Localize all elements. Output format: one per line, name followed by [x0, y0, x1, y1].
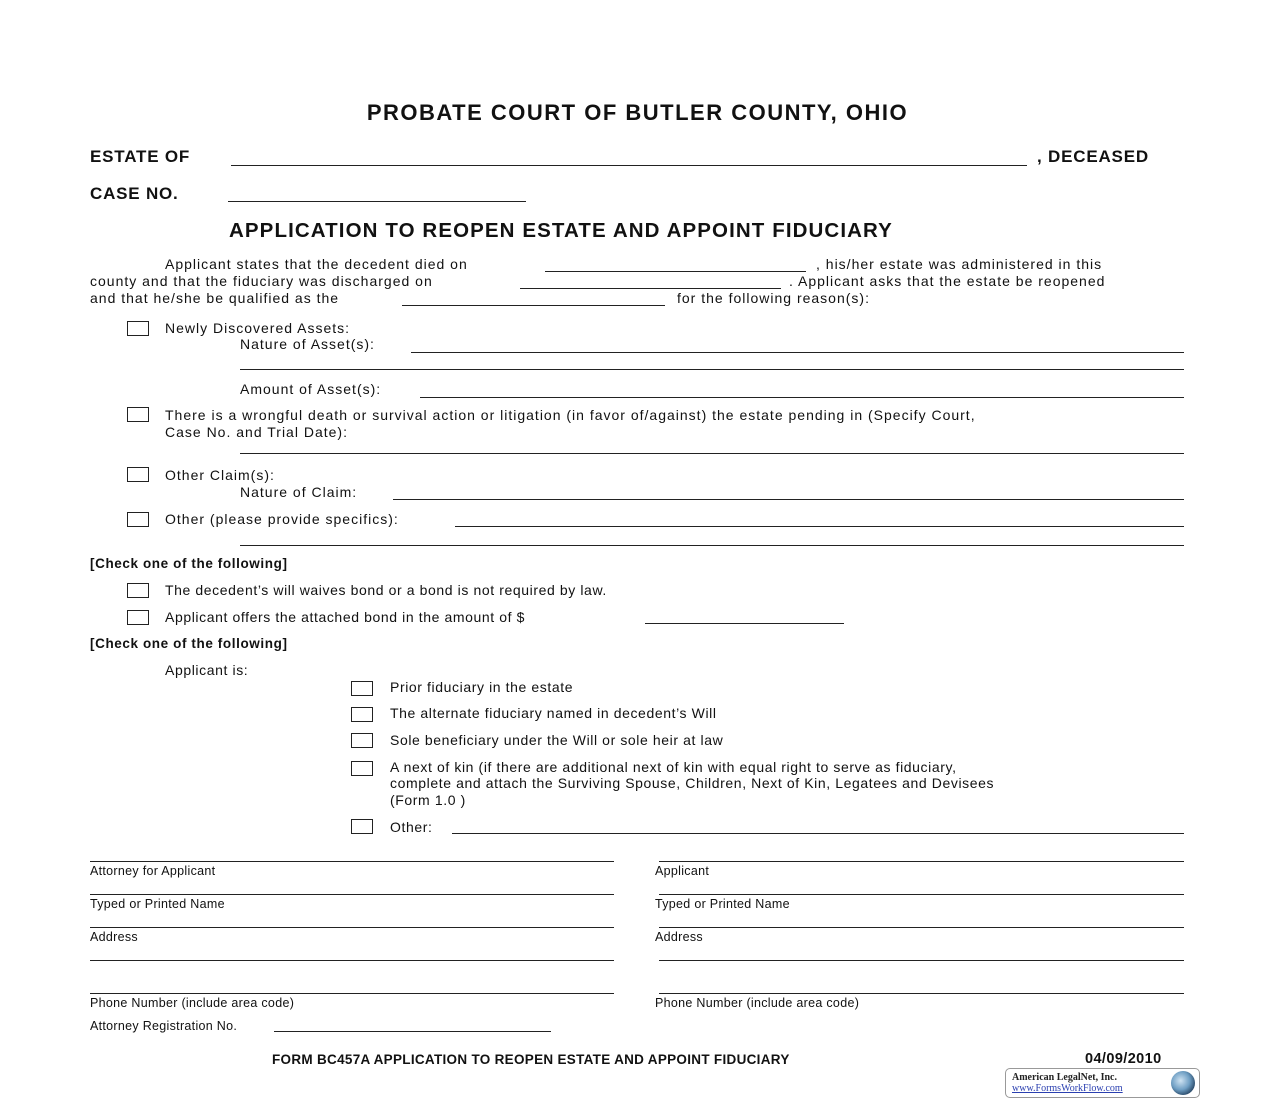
- applicant-address-field-2[interactable]: [659, 960, 1184, 961]
- amount-of-assets-field[interactable]: [420, 397, 1184, 398]
- attorney-registration-label: Attorney Registration No.: [90, 1019, 238, 1033]
- other-reason-checkbox[interactable]: [127, 512, 149, 527]
- nature-of-assets-field-2[interactable]: [240, 369, 1184, 370]
- nature-of-claim-label: Nature of Claim:: [240, 484, 358, 500]
- wrongful-death-line2: Case No. and Trial Date):: [165, 424, 348, 440]
- attorney-address-field-2[interactable]: [90, 960, 614, 961]
- newly-discovered-assets-checkbox[interactable]: [127, 321, 149, 336]
- attorney-label: Attorney for Applicant: [90, 864, 216, 878]
- applicant-signature-field[interactable]: [659, 861, 1184, 862]
- sole-beneficiary-checkbox[interactable]: [351, 733, 373, 748]
- other-specifics-field-2[interactable]: [240, 545, 1184, 546]
- intro-line3-b: for the following reason(s):: [677, 290, 870, 306]
- form-id: FORM BC457A APPLICATION TO REOPEN ESTATE AND APPOINT FIDUCIARY: [272, 1052, 790, 1067]
- prior-fiduciary-checkbox[interactable]: [351, 681, 373, 696]
- applicant-address-field[interactable]: [659, 927, 1184, 928]
- bond-waived-label: The decedent’s will waives bond or a bond is not required by law.: [165, 582, 607, 598]
- next-of-kin-line1: A next of kin (if there are additional next of kin with equal right to serve as fiduciary,: [390, 759, 957, 775]
- bond-offered-checkbox[interactable]: [127, 610, 149, 625]
- other-specifics-field[interactable]: [455, 526, 1184, 527]
- attorney-name-field[interactable]: [90, 894, 614, 895]
- alternate-fiduciary-label: The alternate fiduciary named in decedent’s Will: [390, 705, 717, 721]
- attorney-phone-label: Phone Number (include area code): [90, 996, 295, 1010]
- nature-of-claim-field[interactable]: [393, 499, 1184, 500]
- alternate-fiduciary-checkbox[interactable]: [351, 707, 373, 722]
- form-date: 04/09/2010: [1085, 1051, 1162, 1067]
- nature-of-assets-field[interactable]: [411, 352, 1184, 353]
- wrongful-death-checkbox[interactable]: [127, 407, 149, 422]
- court-title: PROBATE COURT OF BUTLER COUNTY, OHIO: [366, 100, 909, 125]
- form-title: APPLICATION TO REOPEN ESTATE AND APPOINT FIDUCIARY: [229, 219, 893, 242]
- attorney-registration-field[interactable]: [274, 1031, 551, 1032]
- bond-offered-label: Applicant offers the attached bond in the amount of $: [165, 609, 525, 625]
- logo-website-link[interactable]: www.FormsWorkFlow.com: [1012, 1083, 1123, 1094]
- american-legalnet-logo[interactable]: [1005, 1068, 1200, 1098]
- case-no-label: CASE NO.: [90, 184, 179, 203]
- other-claims-label: Other Claim(s):: [165, 467, 275, 483]
- intro-line2-a: county and that the fiduciary was discharged on: [90, 273, 433, 289]
- case-no-field[interactable]: [228, 201, 526, 202]
- wrongful-death-line1: There is a wrongful death or survival action or litigation (in favor of/against) the estate pending in (Specify Court,: [165, 407, 976, 423]
- intro-line2-b: . Applicant asks that the estate be reopened: [789, 273, 1106, 289]
- globe-icon: [1171, 1071, 1195, 1095]
- applicant-is-label: Applicant is:: [165, 662, 249, 678]
- sole-beneficiary-label: Sole beneficiary under the Will or sole heir at law: [390, 732, 724, 748]
- applicant-label: Applicant: [655, 864, 710, 878]
- applicant-phone-label: Phone Number (include area code): [655, 996, 860, 1010]
- intro-line1-a: Applicant states that the decedent died on: [165, 256, 468, 272]
- amount-of-assets-label: Amount of Asset(s):: [240, 381, 382, 397]
- intro-line3-a: and that he/she be qualified as the: [90, 290, 340, 306]
- other-claims-checkbox[interactable]: [127, 467, 149, 482]
- other-specifics-label: Other (please provide specifics):: [165, 511, 399, 527]
- other-applicant-checkbox[interactable]: [351, 819, 373, 834]
- next-of-kin-line2: complete and attach the Surviving Spouse, Children, Next of Kin, Legatees and Devisees: [390, 775, 995, 791]
- bond-waived-checkbox[interactable]: [127, 583, 149, 598]
- estate-of-label: ESTATE OF: [90, 147, 191, 166]
- applicant-section-heading: [Check one of the following]: [90, 636, 288, 651]
- attorney-phone-field[interactable]: [90, 993, 614, 994]
- next-of-kin-checkbox[interactable]: [351, 761, 373, 776]
- discharge-date-field[interactable]: [520, 288, 781, 289]
- nature-of-assets-label: Nature of Asset(s):: [240, 336, 375, 352]
- prior-fiduciary-label: Prior fiduciary in the estate: [390, 679, 574, 695]
- other-applicant-field[interactable]: [452, 833, 1184, 834]
- wrongful-death-details-field[interactable]: [240, 453, 1184, 454]
- newly-discovered-label: Newly Discovered Assets:: [165, 320, 351, 336]
- attorney-address-label: Address: [90, 930, 138, 944]
- applicant-name-field[interactable]: [659, 894, 1184, 895]
- logo-company-name: American LegalNet, Inc.: [1012, 1072, 1117, 1083]
- applicant-name-label: Typed or Printed Name: [655, 897, 790, 911]
- attorney-signature-field[interactable]: [90, 861, 614, 862]
- bond-amount-field[interactable]: [645, 623, 844, 624]
- fiduciary-role-field[interactable]: [402, 305, 665, 306]
- other-applicant-label: Other:: [390, 819, 433, 835]
- bond-section-heading: [Check one of the following]: [90, 556, 288, 571]
- applicant-phone-field[interactable]: [659, 993, 1184, 994]
- attorney-address-field[interactable]: [90, 927, 614, 928]
- applicant-address-label: Address: [655, 930, 703, 944]
- intro-line1-b: , his/her estate was administered in this: [816, 256, 1103, 272]
- next-of-kin-line3: (Form 1.0 ): [390, 792, 466, 808]
- estate-name-field[interactable]: [231, 165, 1027, 166]
- date-of-death-field[interactable]: [545, 271, 806, 272]
- attorney-name-label: Typed or Printed Name: [90, 897, 225, 911]
- deceased-label: , DECEASED: [1037, 147, 1149, 166]
